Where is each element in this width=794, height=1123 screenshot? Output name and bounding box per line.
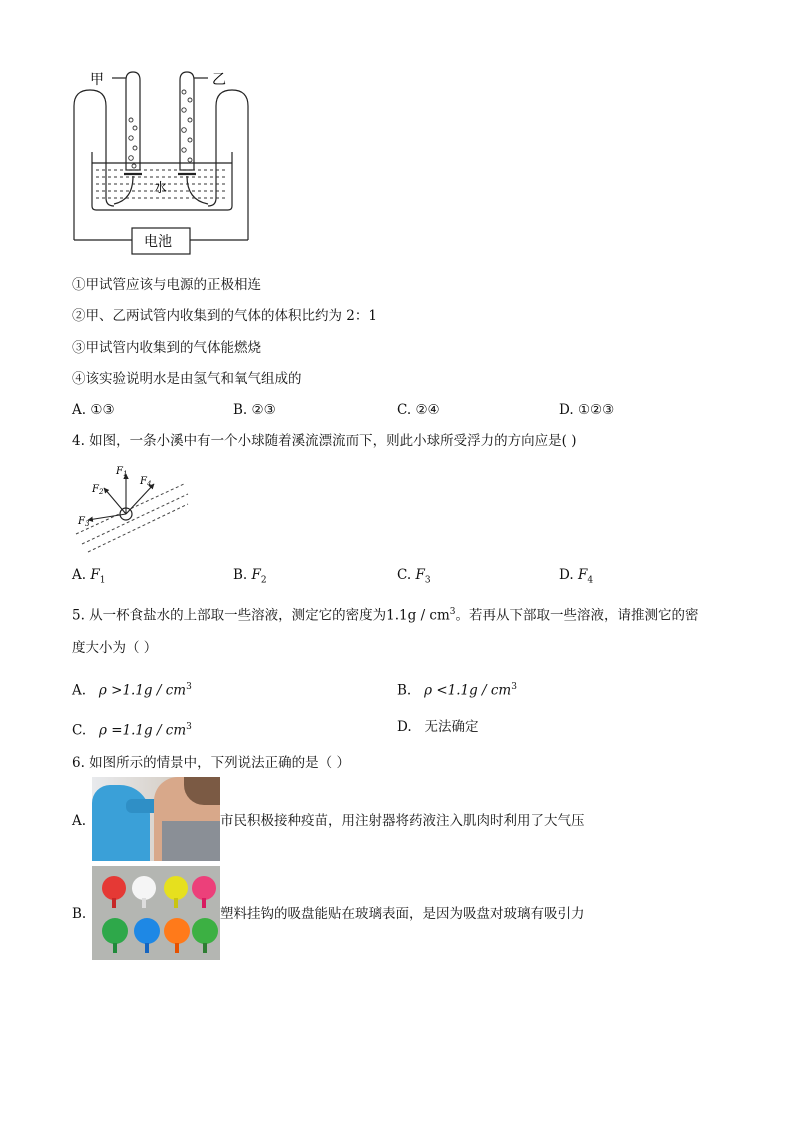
q6-option-a-text: 市民积极接种疫苗，用注射器将药液注入肌肉时利用了大气压 [220, 813, 585, 829]
q4-option-d[interactable]: D. $F_4$ [559, 567, 594, 586]
suction-hooks-photo [92, 866, 220, 960]
q3-option-d[interactable]: D. ①②③ [559, 402, 615, 418]
hook-white [132, 876, 156, 900]
q4-option-b[interactable]: B. $F_2$ [233, 567, 267, 586]
q4-option-a[interactable]: A. $F_1$ [72, 567, 106, 586]
statement-2: ②甲、乙两试管内收集到的气体的体积比约为 2：1 [72, 308, 377, 324]
q5-option-d[interactable]: D. 无法确定 [397, 719, 479, 735]
hook-green [102, 918, 128, 944]
q3-option-c[interactable]: C. ②④ [397, 402, 440, 418]
force-label-f4: $F_4$ [140, 476, 152, 488]
stream-force-diagram [72, 462, 190, 554]
hook-red [102, 876, 126, 900]
statement-3: ③甲试管内收集到的气体能燃烧 [72, 340, 261, 356]
q6-option-a-letter[interactable]: A. [72, 813, 87, 829]
hook-pink [192, 876, 216, 900]
water-label: 水 [154, 181, 168, 196]
q6-stem: 6. 如图所示的情景中，下列说法正确的是（ ） [72, 755, 350, 771]
hook-yellow [164, 876, 188, 900]
statement-4: ④该实验说明水是由氢气和氧气组成的 [72, 371, 302, 387]
q4-option-c[interactable]: C. $F_3$ [397, 567, 431, 586]
hook-orange [164, 918, 190, 944]
tube-label-yi: 乙 [212, 72, 226, 88]
force-label-f1: $F_1$ [116, 466, 128, 478]
q5-option-a[interactable]: A. $\rho >1.1g / cm^3$ [72, 682, 192, 699]
q5-option-b[interactable]: B. $\rho <1.1g / cm^3$ [397, 682, 517, 699]
q5-stem-line1: 5. 从一杯食盐水的上部取一些溶液，测定它的密度为$1.1g / cm^3$。若再从下部取一些溶液，请推测它的密 [72, 607, 699, 624]
q5-stem-line2: 度大小为（ ） [72, 640, 158, 656]
q6-option-b-letter[interactable]: B. [72, 906, 87, 922]
q3-option-a[interactable]: A. ①③ [72, 402, 115, 418]
force-label-f3: $F_3$ [78, 516, 90, 528]
hook-green-2 [192, 918, 218, 944]
force-label-f2: $F_2$ [92, 484, 104, 496]
battery-label: 电池 [144, 234, 172, 250]
q3-option-b[interactable]: B. ②③ [233, 402, 276, 418]
q6-option-b-text: 塑料挂钩的吸盘能贴在玻璃表面，是因为吸盘对玻璃有吸引力 [220, 906, 585, 922]
q4-stem: 4. 如图，一条小溪中有一个小球随着溪流漂流而下，则此小球所受浮力的方向应是( ) [72, 433, 577, 449]
vaccination-photo [92, 777, 220, 861]
electrolysis-diagram [66, 66, 256, 260]
tube-label-jia: 甲 [90, 72, 104, 88]
statement-1: ①甲试管应该与电源的正极相连 [72, 277, 261, 293]
q5-option-c[interactable]: C. $\rho =1.1g / cm^3$ [72, 722, 192, 739]
hook-blue [134, 918, 160, 944]
